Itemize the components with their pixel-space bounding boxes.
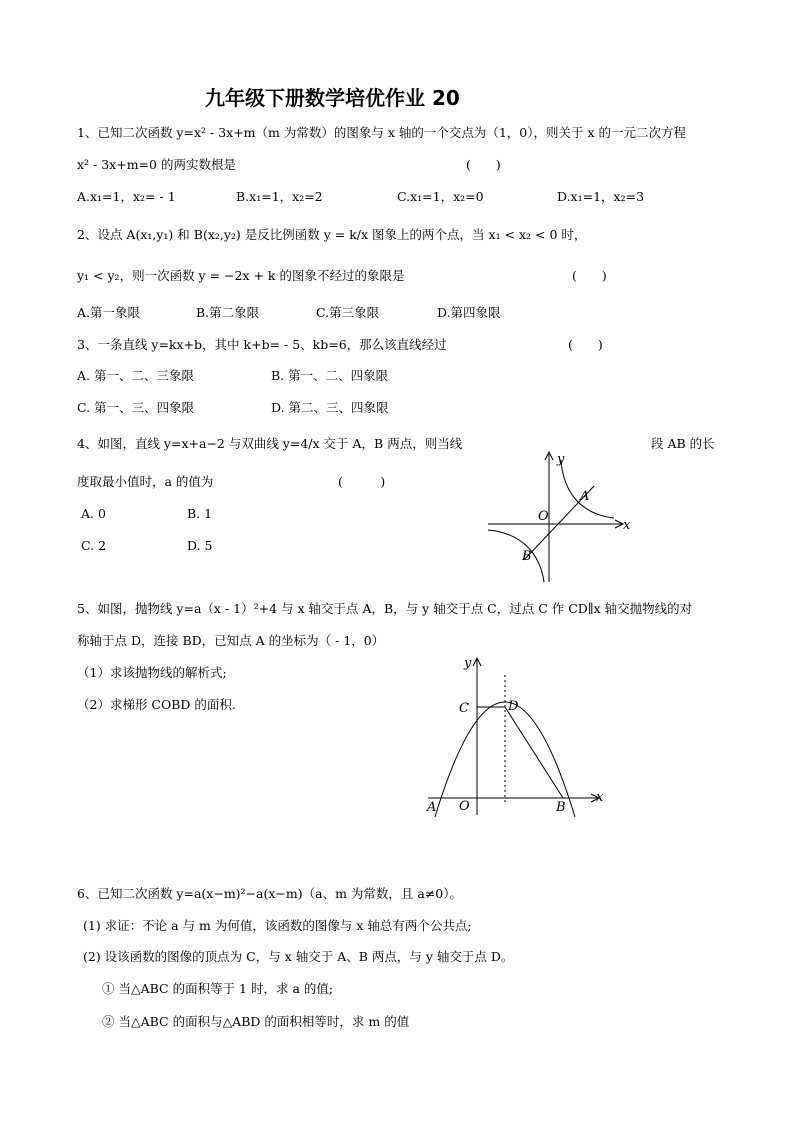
q1-option-a: A.x₁=1，x₂= - 1 — [77, 189, 176, 204]
q2-line1: 2、设点 A(x₁,y₁) 和 B(x₂,y₂) 是反比例函数 y = k/x 图象上的两个点，当 x₁ < x₂ < 0 时， — [77, 227, 587, 242]
q5-parabola — [435, 702, 575, 817]
q4-option-b: B. 1 — [187, 506, 213, 521]
q4-option-d: D. 5 — [187, 538, 213, 553]
q1-line2: x² - 3x+m=0 的两实数根是 — [77, 157, 236, 172]
q5-label-c: C — [459, 701, 469, 716]
q3-line1: 3、一条直线 y=kx+b，其中 k+b= - 5、kb=6，那么该直线经过 — [77, 337, 447, 352]
q4-option-c: C. 2 — [81, 538, 107, 553]
q5-label-b: B — [556, 800, 566, 815]
q5-line1: 5、如图，抛物线 y=a（x - 1）²+4 与 x 轴交于点 A，B，与 y 轴交于点 C，过点 C 作 CD∥x 轴交抛物线的对 — [77, 601, 693, 616]
q1-option-d: D.x₁=1，x₂=3 — [557, 189, 645, 204]
q5-label-y: y — [464, 656, 472, 671]
q2-option-d: D.第四象限 — [437, 305, 501, 320]
q4-figure — [484, 450, 634, 585]
q5-segment-bd — [505, 707, 563, 798]
q4-label-a: A — [580, 489, 590, 504]
q2-paren: ( ) — [572, 268, 607, 283]
q3-option-c: C. 第一、三、四象限 — [77, 400, 195, 415]
q5-sub2: （2）求梯形 COBD 的面积. — [77, 697, 236, 712]
q6-sub1: (1) 求证：不论 a 与 m 为何值，该函数的图像与 x 轴总有两个公共点; — [83, 918, 472, 933]
q2-option-c: C.第三象限 — [316, 305, 380, 320]
q1-option-c: C.x₁=1，x₂=0 — [397, 189, 484, 204]
q2-option-a: A.第一象限 — [77, 305, 141, 320]
q2-line2: y₁ < y₂，则一次函数 y = −2x + k 的图象不经过的象限是 — [77, 268, 405, 283]
q4-label-o: O — [538, 509, 549, 524]
q5-line2: 称轴于点 D，连接 BD，已知点 A 的坐标为（ - 1，0） — [77, 633, 385, 648]
q3-option-a: A. 第一、二、三象限 — [77, 368, 194, 383]
q4-line1-end: 段 AB 的长 — [651, 436, 715, 451]
q4-label-y: y — [557, 452, 565, 467]
q5-sub1: （1）求该抛物线的解析式; — [77, 665, 227, 680]
q6-item2: ② 当△ABC 的面积与△ABD 的面积相等时，求 m 的值 — [102, 1014, 410, 1029]
q6-line1: 6、已知二次函数 y=a(x−m)²−a(x−m)（a、m 为常数，且 a≠0）。 — [77, 886, 462, 901]
q1-paren: ( ) — [466, 157, 501, 172]
q5-label-x: x — [596, 790, 604, 805]
q3-option-b: B. 第一、二、四象限 — [271, 368, 389, 383]
q5-label-d: D — [508, 699, 519, 714]
q4-hyperbola-branch-2 — [488, 530, 544, 582]
q4-label-b: B — [522, 549, 532, 564]
q6-sub2: (2) 设该函数的图像的顶点为 C，与 x 轴交于 A、B 两点，与 y 轴交于点 D。 — [83, 949, 514, 964]
q2-option-b: B.第二象限 — [196, 305, 260, 320]
q5-figure — [420, 653, 610, 818]
q1-line1: 1、已知二次函数 y=x² - 3x+m（m 为常数）的图象与 x 轴的一个交点为（1，0），则关于 x 的一元二次方程 — [77, 125, 686, 140]
q1-option-b: B.x₁=1，x₂=2 — [236, 189, 323, 204]
q5-label-o: O — [459, 799, 470, 814]
q5-label-a: A — [427, 800, 437, 815]
q4-paren: ( ) — [338, 474, 386, 489]
q4-option-a: A. 0 — [81, 506, 106, 521]
q3-option-d: D. 第二、三、四象限 — [271, 400, 389, 415]
q6-item1: ① 当△ABC 的面积等于 1 时，求 a 的值; — [102, 981, 334, 996]
q4-label-x: x — [623, 518, 631, 533]
page-title: 九年级下册数学培优作业 20 — [205, 86, 460, 110]
q4-line2: 度取最小值时，a 的值为 — [77, 474, 214, 489]
q4-line1: 4、如图，直线 y=x+a−2 与双曲线 y=4/x 交于 A，B 两点，则当线 — [77, 436, 463, 451]
q3-paren: ( ) — [568, 337, 603, 352]
